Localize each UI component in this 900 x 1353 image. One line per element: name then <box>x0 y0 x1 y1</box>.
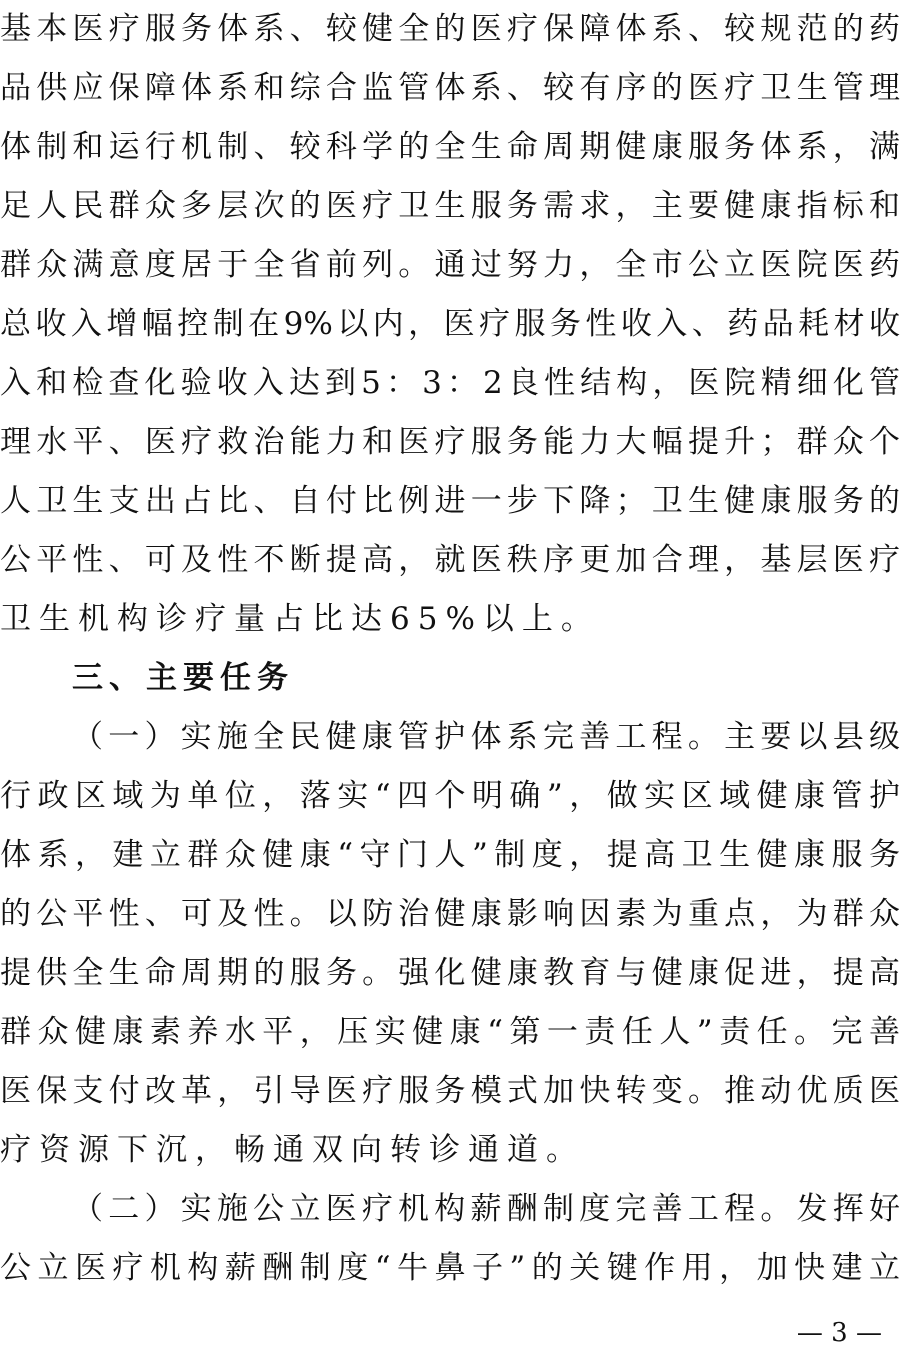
paragraph-line: 理水平、医疗救治能力和医疗服务能力大幅提升；群众个 <box>0 424 900 460</box>
paragraph-line: 提供全生命周期的服务。强化健康教育与健康促进，提高 <box>0 955 900 991</box>
paragraph-line: 的公平性、可及性。以防治健康影响因素为重点，为群众 <box>0 896 900 932</box>
paragraph-line: 群众健康素养水平，压实健康“第一责任人”责任。完善 <box>0 1014 900 1050</box>
paragraph-line: 疗资源下沉，畅通双向转诊通道。 <box>0 1132 585 1168</box>
section-heading: 三、主要任务 <box>72 660 294 696</box>
paragraph-line: 群众满意度居于全省前列。通过努力，全市公立医院医药 <box>0 247 900 283</box>
paragraph-line: 行政区域为单位，落实“四个明确”，做实区域健康管护 <box>0 778 900 814</box>
paragraph-line: 体系，建立群众健康“守门人”制度，提高卫生健康服务 <box>0 837 900 873</box>
paragraph-line: 品供应保障体系和综合监管体系、较有序的医疗卫生管理 <box>0 70 900 106</box>
paragraph-line: 足人民群众多层次的医疗卫生服务需求，主要健康指标和 <box>0 188 900 224</box>
page-number: — 3 — <box>796 1318 882 1348</box>
paragraph-line: 入和检查化验收入达到5：3：2良性结构，医院精细化管 <box>0 365 900 401</box>
paragraph-line: 公立医疗机构薪酬制度“牛鼻子”的关键作用，加快建立 <box>0 1250 900 1286</box>
paragraph-line: 人卫生支出占比、自付比例进一步下降；卫生健康服务的 <box>0 483 900 519</box>
paragraph-line: 医保支付改革，引导医疗服务模式加快转变。推动优质医 <box>0 1073 900 1109</box>
paragraph-line: 卫生机构诊疗量占比达65%以上。 <box>0 601 600 637</box>
paragraph-line: 总收入增幅控制在9%以内，医疗服务性收入、药品耗材收 <box>0 306 900 342</box>
paragraph-line: 公平性、可及性不断提高，就医秩序更加合理，基层医疗 <box>0 542 900 578</box>
paragraph-line: 体制和运行机制、较科学的全生命周期健康服务体系，满 <box>0 129 900 165</box>
paragraph-line: 基本医疗服务体系、较健全的医疗保障体系、较规范的药 <box>0 11 900 47</box>
paragraph-line: （二）实施公立医疗机构薪酬制度完善工程。发挥好 <box>72 1191 900 1227</box>
paragraph-line: （一）实施全民健康管护体系完善工程。主要以县级 <box>72 719 900 755</box>
